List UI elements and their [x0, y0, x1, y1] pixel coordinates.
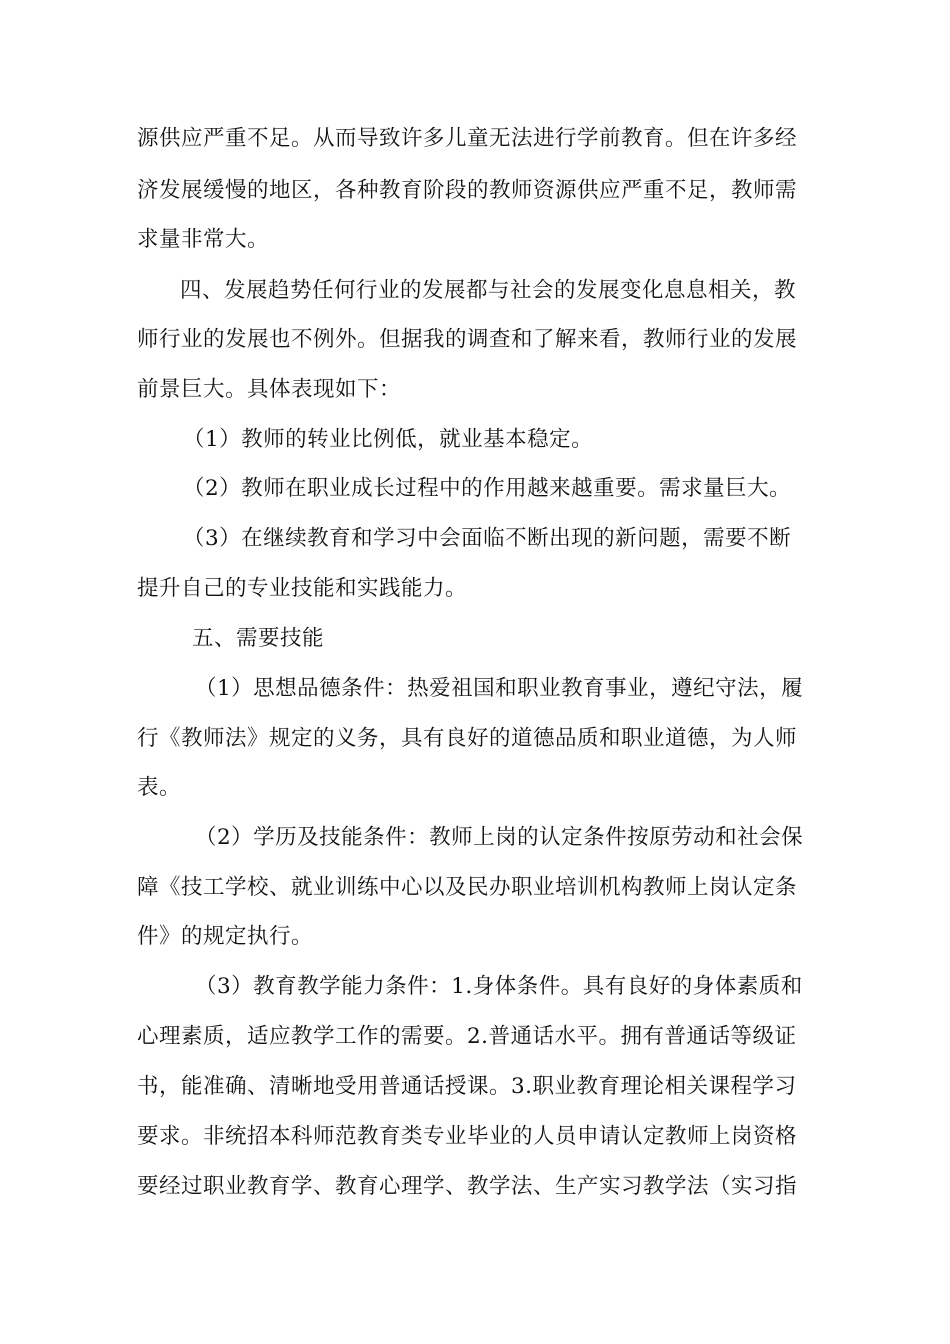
paragraph-line: 件》的规定执行。	[137, 924, 314, 949]
list-item: （3）在继续教育和学习中会面临不断出现的新问题，需要不断	[183, 526, 792, 551]
list-item: （1）思想品德条件：热爱祖国和职业教育事业，遵纪守法，履	[195, 676, 804, 701]
list-item: （2）教师在职业成长过程中的作用越来越重要。需求量巨大。	[183, 476, 792, 501]
paragraph-line: 行《教师法》规定的义务，具有良好的道德品质和职业道德，为人师	[137, 726, 798, 751]
paragraph-line: 提升自己的专业技能和实践能力。	[137, 576, 468, 601]
paragraph-line: 求量非常大。	[137, 227, 270, 252]
paragraph-line: 心理素质，适应教学工作的需要。2.普通话水平。拥有普通话等级证	[137, 1024, 797, 1049]
section-heading: 五、需要技能	[192, 626, 325, 651]
list-item: （2）学历及技能条件：教师上岗的认定条件按原劳动和社会保	[195, 825, 804, 850]
paragraph-line: 源供应严重不足。从而导致许多儿童无法进行学前教育。但在许多经	[137, 126, 798, 151]
list-item: （1）教师的转业比例低，就业基本稳定。	[183, 427, 594, 452]
paragraph-line: 表。	[137, 775, 182, 800]
paragraph-line: 四、发展趋势任何行业的发展都与社会的发展变化息息相关，教	[180, 278, 797, 303]
paragraph-line: 障《技工学校、就业训练中心以及民办职业培训机构教师上岗认定条	[137, 875, 798, 900]
paragraph-line: 前景巨大。具体表现如下：	[137, 377, 402, 402]
paragraph-line: 书，能准确、清晰地受用普通话授课。3.职业教育理论相关课程学习	[137, 1074, 797, 1099]
list-item: （3）教育教学能力条件：1.身体条件。具有良好的身体素质和	[195, 974, 803, 999]
paragraph-line: 要求。非统招本科师范教育类专业毕业的人员申请认定教师上岗资格	[137, 1124, 798, 1149]
paragraph-line: 要经过职业教育学、教育心理学、教学法、生产实习教学法（实习指	[137, 1174, 798, 1199]
paragraph-line: 济发展缓慢的地区，各种教育阶段的教师资源供应严重不足，教师需	[137, 178, 798, 203]
paragraph-line: 师行业的发展也不例外。但据我的调查和了解来看，教师行业的发展	[137, 327, 798, 352]
